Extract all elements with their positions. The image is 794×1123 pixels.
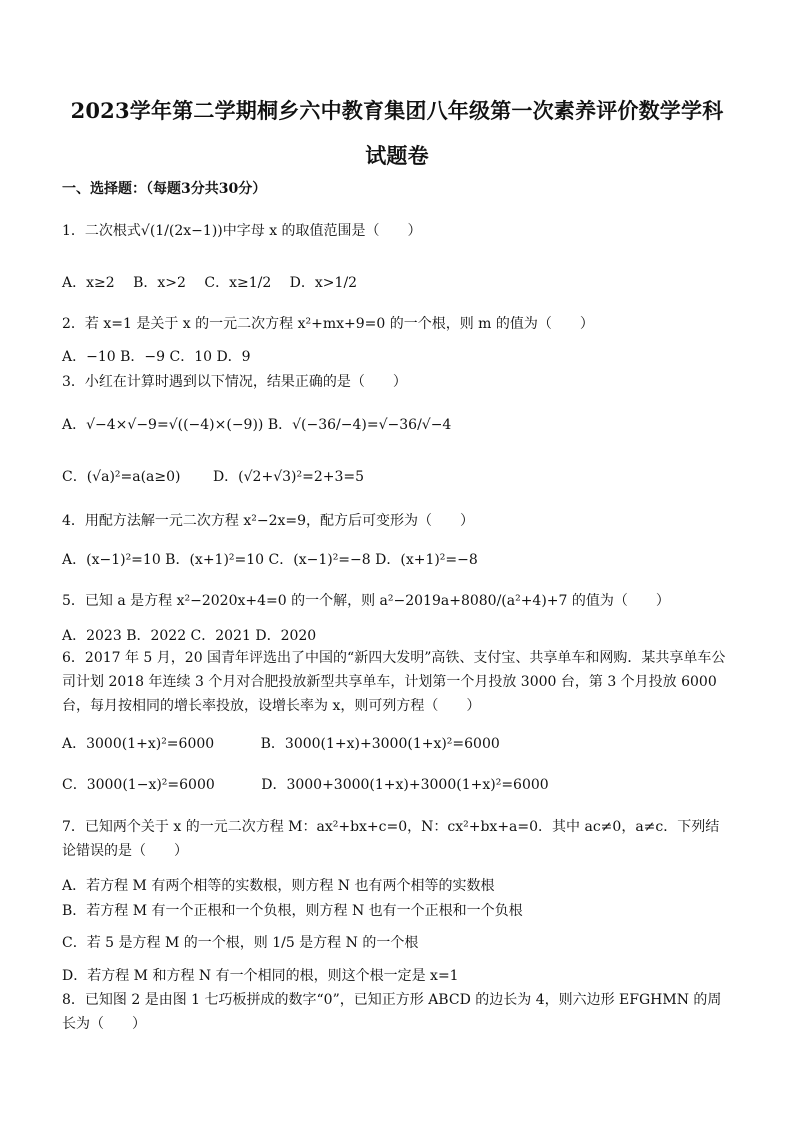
question-7-stem: 7．已知两个关于 x 的一元二次方程 M：ax²+bx+c=0，N：cx²+bx+a=0．其中 ac≠0，a≠c．下列结论错误的是（ ） [62,819,720,859]
exam-title-line1: 2023学年第二学期桐乡六中教育集团八年级第一次素养评价数学学科 [70,98,724,123]
exam-title-line2: 试题卷 [365,143,429,168]
question-8-stem: 8．已知图 2 是由图 1 七巧板拼成的数字“0”，已知正方形 ABCD 的边长为 4，则六边形 EFGHMN 的周长为（ ） [62,992,722,1032]
question-7-option-b: B．若方程 M 有一个正根和一个负根，则方程 N 也有一个正根和一个负根 [62,903,523,919]
question-2-stem: 2．若 x=1 是关于 x 的一元二次方程 x²+mx+9=0 的一个根，则 m 的值为（ ） [62,316,594,332]
question-7-option-a: A．若方程 M 有两个相等的实数根，则方程 N 也有两个相等的实数根 [62,878,495,894]
question-1-options: A．x≥2 B．x>2 C．x≥1/2 D．x>1/2 [62,275,358,291]
question-6-options-cd: C．3000(1−x)²=6000 D．3000+3000(1+x)+3000(1+x)²=6000 [62,777,549,793]
question-2-options: A．−10 B．−9 C．10 D．9 [62,349,251,365]
question-3-options-ab: A．√−4×√−9=√((−4)×(−9)) B．√(−36/−4)=√−36/√−4 [62,417,452,433]
question-7-option-d: D．若方程 M 和方程 N 有一个相同的根，则这个根一定是 x=1 [62,968,459,984]
question-6-options-ab: A．3000(1+x)²=6000 B．3000(1+x)+3000(1+x)²=6000 [62,736,500,752]
question-1-stem: 1．二次根式√(1/(2x−1))中字母 x 的取值范围是（ ） [62,223,422,239]
question-4-stem: 4．用配方法解一元二次方程 x²−2x=9，配方后可变形为（ ） [62,513,475,529]
question-6-stem: 6．2017 年 5 月，20 国青年评选出了中国的“新四大发明”高铁、支付宝、共享单车和网购．某共享单车公司计划 2018 年连续 3 个月对合肥投放新型共享单车，计划第一个月投放 3000 台，第 3 个月投放 6000 台，每月按相同的增长率投放，设增长率为 x，则可列方程（ ） [62,650,726,714]
question-3-stem: 3．小红在计算时遇到以下情况，结果正确的是（ ） [62,374,407,390]
question-3-options-cd: C．(√a)²=a(a≥0) D．(√2+√3)²=2+3=5 [62,469,365,485]
question-4-options: A．(x−1)²=10 B．(x+1)²=10 C．(x−1)²=−8 D．(x+1)²=−8 [62,552,478,568]
question-7-option-c: C．若 5 是方程 M 的一个根，则 1/5 是方程 N 的一个根 [62,935,419,951]
question-5-stem: 5．已知 a 是方程 x²−2020x+4=0 的一个解，则 a²−2019a+8080/(a²+4)+7 的值为（ ） [62,593,670,609]
section-heading-choice: 一、选择题：（每题3分共30分） [62,181,267,197]
question-5-options: A．2023 B．2022 C．2021 D．2020 [62,628,317,644]
